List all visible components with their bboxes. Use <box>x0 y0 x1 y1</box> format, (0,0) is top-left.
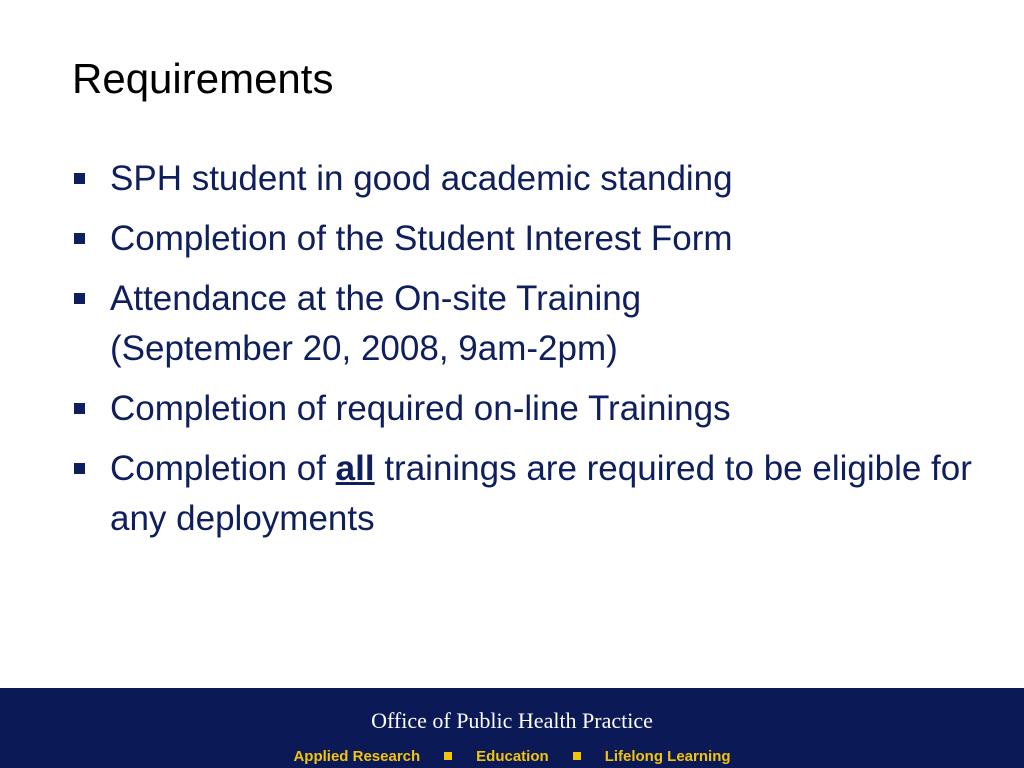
bullet-text: Completion of the Student Interest Form <box>110 219 733 258</box>
bullet-text-line-1: Attendance at the On-site Training <box>110 279 642 318</box>
footer-tag-applied-research: Applied Research <box>293 748 421 765</box>
list-item <box>72 274 972 374</box>
bullet-text-suffix: trainings are required to be eligible for any deployments <box>110 449 972 538</box>
bullet-text: SPH student in good academic standing <box>110 159 733 198</box>
footer-tag-education: Education <box>476 748 549 765</box>
list-item <box>72 214 972 264</box>
square-bullet-icon <box>74 233 85 244</box>
footer-tagline <box>0 748 1024 766</box>
square-bullet-icon <box>74 403 85 414</box>
list-item <box>72 154 972 204</box>
emphasized-word: all <box>335 449 375 488</box>
footer-tag-lifelong-learning: Lifelong Learning <box>604 748 731 765</box>
list-item <box>72 384 972 434</box>
square-separator-icon <box>444 752 452 760</box>
square-separator-icon <box>573 752 581 760</box>
square-bullet-icon <box>74 173 85 184</box>
requirements-list <box>72 154 972 554</box>
square-bullet-icon <box>74 293 85 304</box>
list-item <box>72 444 972 544</box>
bullet-text-line-2: (September 20, 2008, 9am-2pm) <box>110 329 618 368</box>
bullet-text: Completion of required on-line Trainings <box>110 389 731 428</box>
square-bullet-icon <box>74 463 85 474</box>
slide-title: Requirements <box>72 55 334 102</box>
bullet-text-prefix: Completion of <box>110 449 336 488</box>
footer-office-name: Office of Public Health Practice <box>371 708 653 733</box>
